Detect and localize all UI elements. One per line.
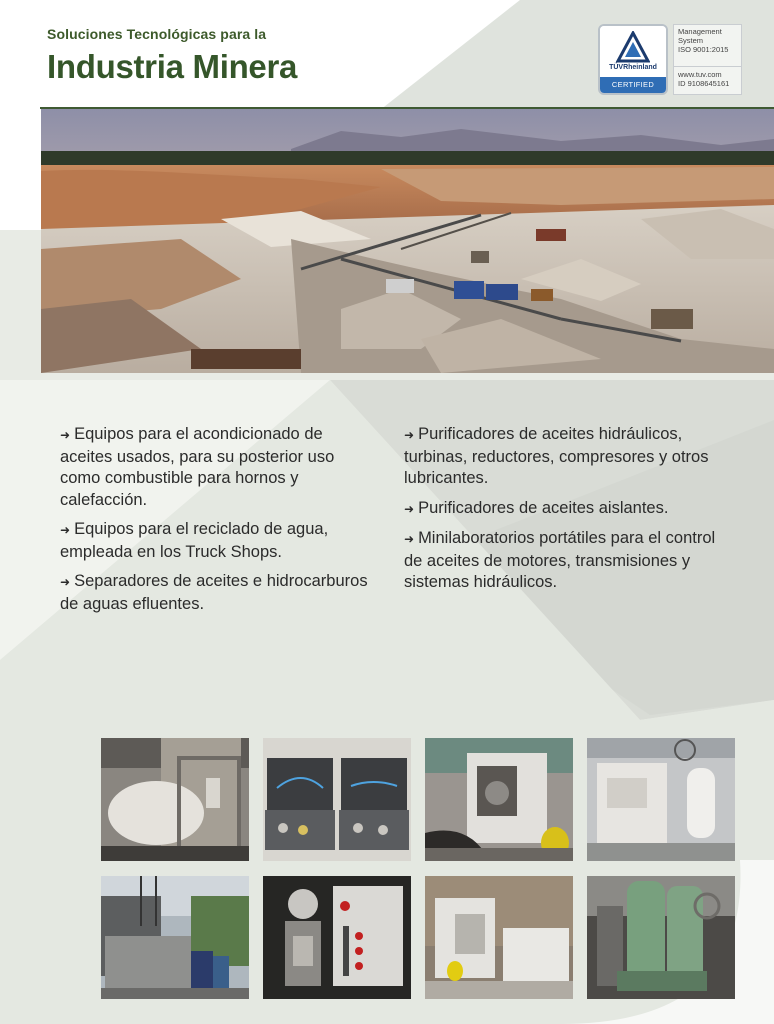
feature-item: ➜ Separadores de aceites e hidrocarburos de aguas efluentes.	[60, 572, 368, 613]
equipment-photo-lab-kits	[263, 738, 411, 861]
equipment-photo-green-filter	[587, 876, 735, 999]
equipment-photo-transformer	[101, 876, 249, 999]
cert-url: www.tuv.com	[678, 70, 722, 79]
arrow-right-icon: ➜	[60, 523, 71, 537]
arrow-right-icon: ➜	[404, 428, 415, 442]
cert-id: ID 9108645161	[678, 79, 730, 88]
tuv-triangle-icon	[616, 31, 650, 63]
cert-line-management: Management	[678, 27, 722, 36]
features-left	[60, 424, 370, 623]
equipment-photo-purifier-cart	[425, 738, 573, 861]
equipment-photo-filter-skid	[587, 738, 735, 861]
page-subtitle: Soluciones Tecnológicas para la	[47, 26, 267, 42]
cert-line-iso: ISO 9001:2015	[678, 45, 729, 54]
feature-item: ➜ Purificadores de aceites hidráulicos, turbinas, reductores, compresores y otros lubricantes.	[404, 425, 709, 487]
feature-item: ➜ Minilaboratorios portátiles para el control de aceites de motores, transmisiones y sistemas hidráulicos.	[404, 529, 716, 591]
equipment-photo-control-panel	[263, 876, 411, 999]
header	[47, 26, 297, 86]
feature-item: ➜ Purificadores de aceites aislantes.	[404, 498, 669, 517]
equipment-photo-tank	[101, 738, 249, 861]
arrow-right-icon: ➜	[60, 575, 71, 589]
tuv-badge	[598, 24, 668, 95]
features-right	[404, 424, 734, 602]
certified-label: CERTIFIED	[600, 77, 666, 93]
certification-block	[598, 24, 742, 96]
arrow-right-icon: ➜	[404, 532, 415, 546]
arrow-right-icon: ➜	[404, 501, 415, 516]
page-title: Industria Minera	[47, 48, 298, 85]
mining-quarry-icon	[41, 109, 774, 373]
hero-mining-photo	[41, 109, 774, 373]
tuv-brand: TÜVRheinland	[609, 64, 657, 71]
cert-line-system: System	[678, 36, 704, 45]
arrow-right-icon: ➜	[60, 428, 71, 442]
equipment-photo-water-unit	[425, 876, 573, 999]
feature-item: ➜ Equipos para el acondicionado de aceites usados, para su posterior uso como combustible para hornos y calefacción.	[60, 425, 335, 509]
cert-info	[673, 24, 742, 95]
feature-item: ➜ Equipos para el reciclado de agua, empleada en los Truck Shops.	[60, 520, 329, 561]
